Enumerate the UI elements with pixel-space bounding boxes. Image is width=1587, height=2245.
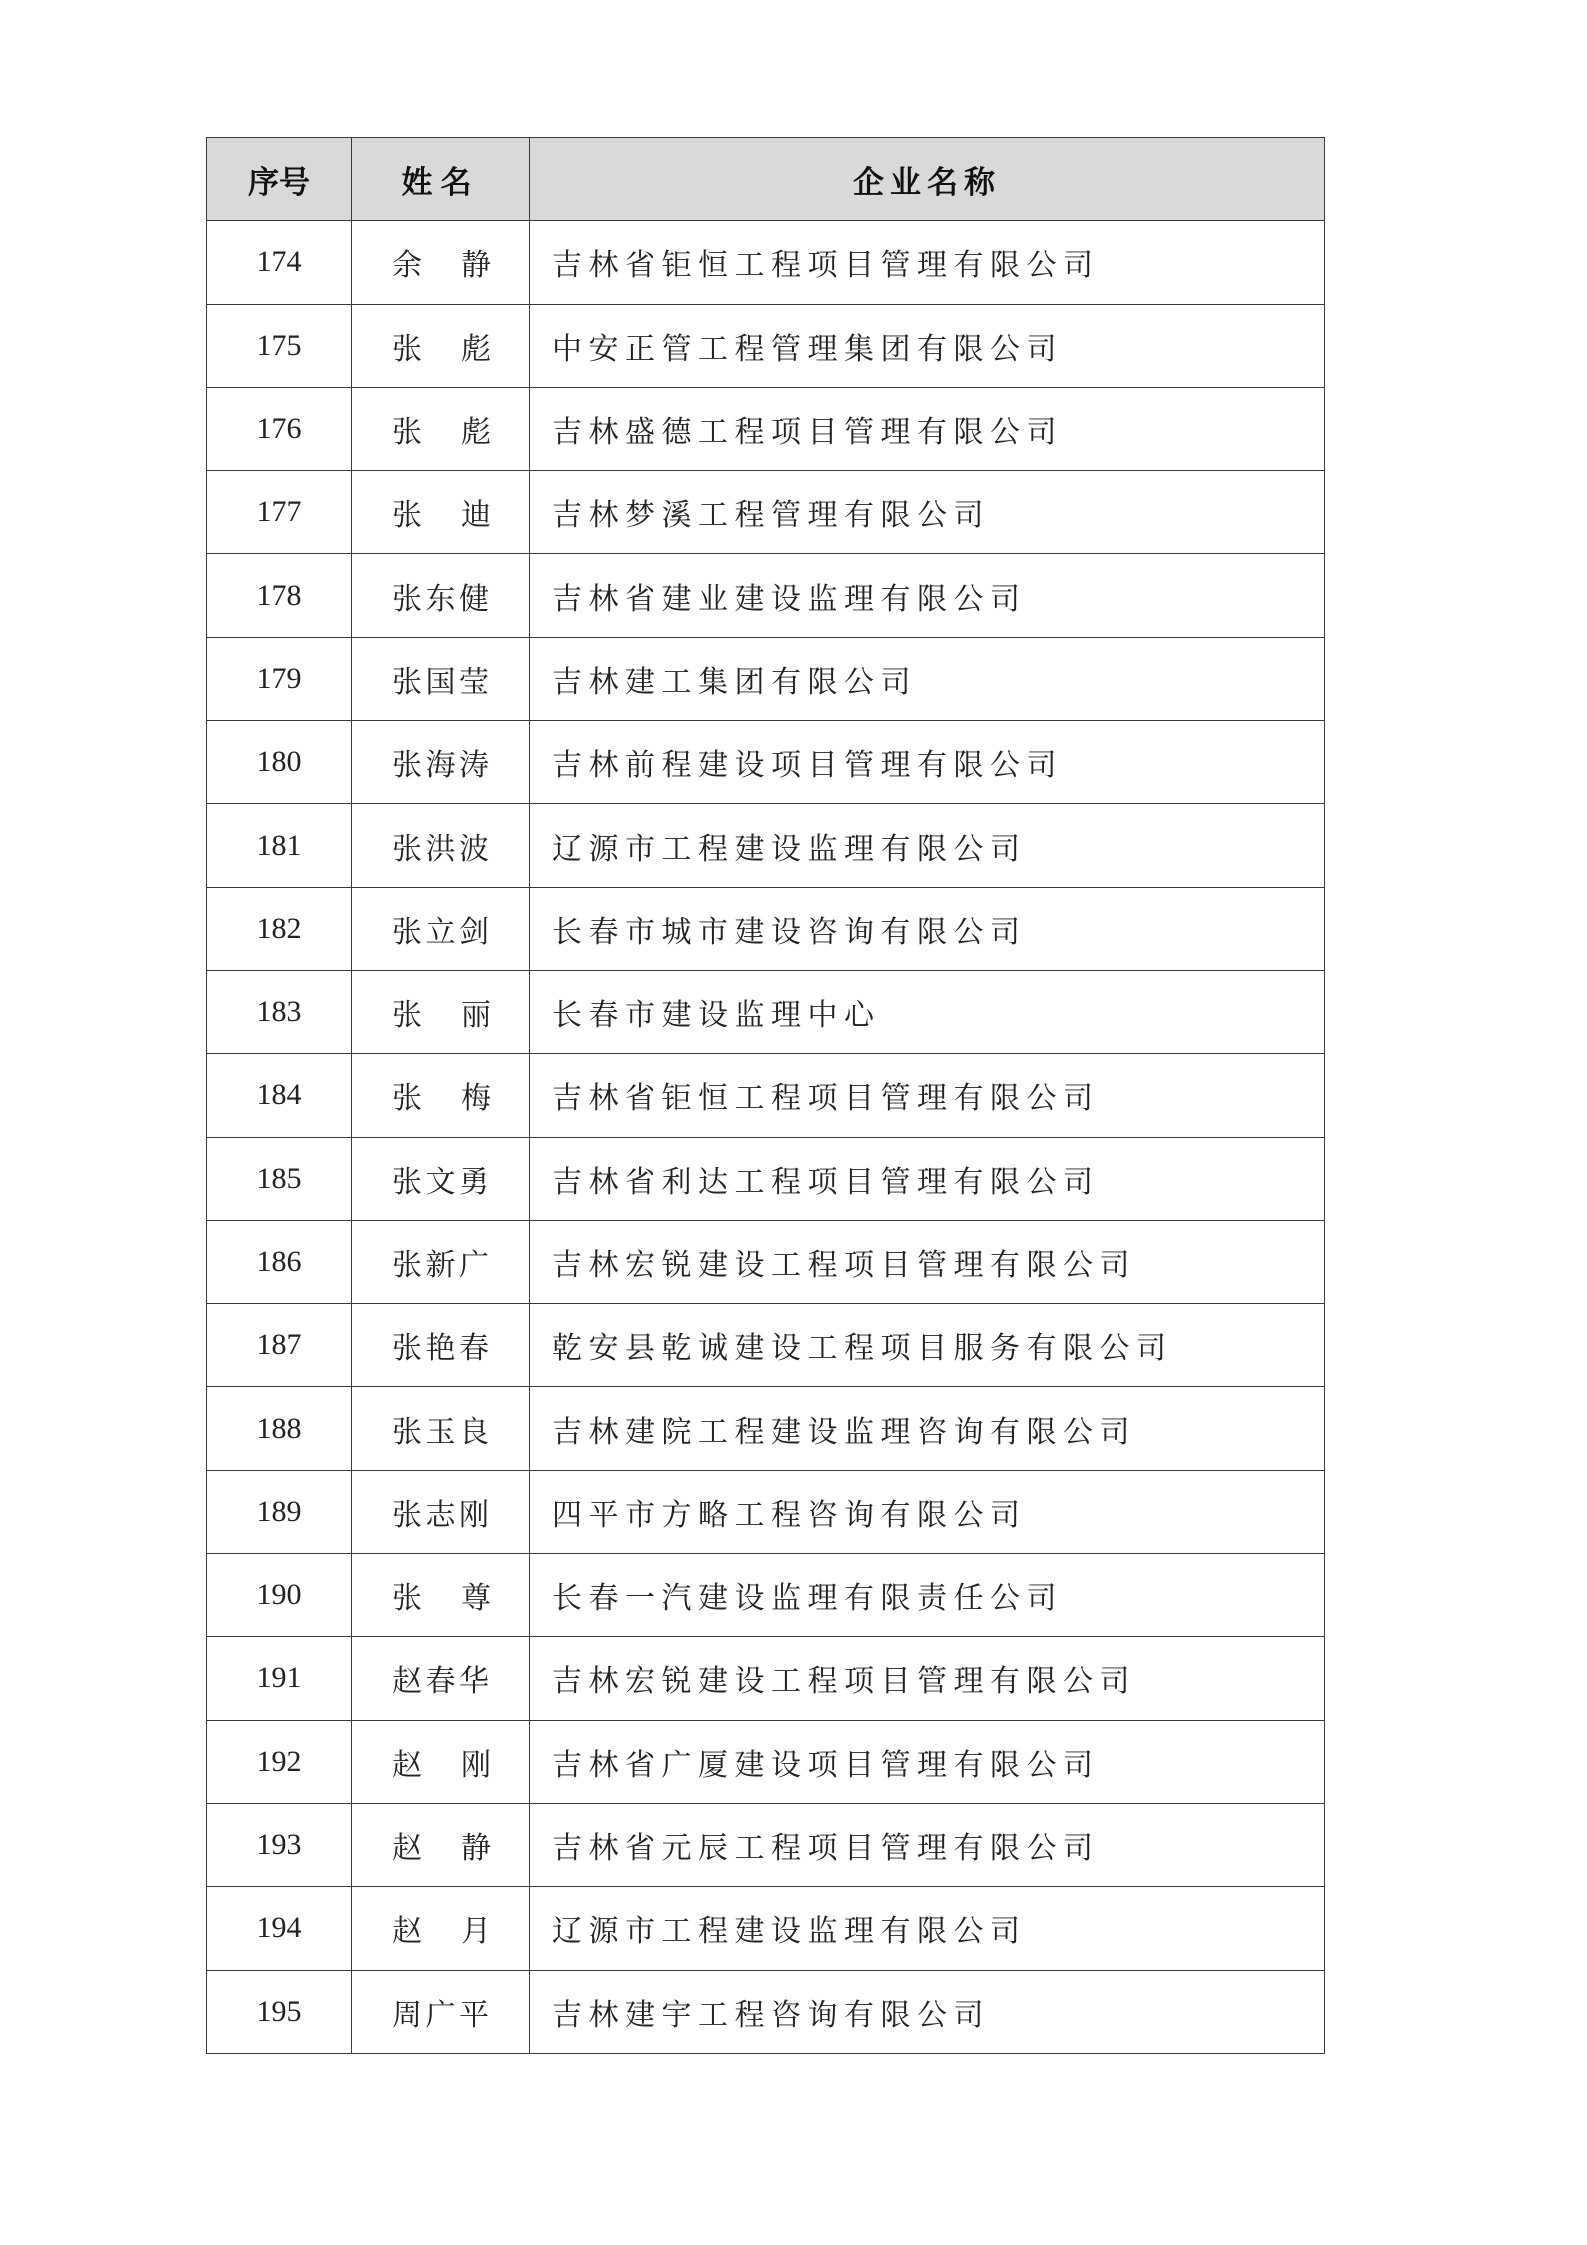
person-name-cell: 张玉良 bbox=[352, 1387, 530, 1470]
table-row bbox=[207, 1970, 1325, 2053]
table-row bbox=[207, 1887, 1325, 1970]
roster-table bbox=[206, 137, 1325, 2054]
company-name-cell: 吉林省广厦建设项目管理有限公司 bbox=[530, 1720, 1325, 1803]
person-name-cell: 张新广 bbox=[352, 1220, 530, 1303]
serial-number-cell: 179 bbox=[207, 637, 352, 720]
table-header bbox=[207, 138, 1325, 221]
company-name-cell: 四平市方略工程咨询有限公司 bbox=[530, 1470, 1325, 1553]
table-body bbox=[207, 221, 1325, 2054]
company-name-cell: 吉林盛德工程项目管理有限公司 bbox=[530, 387, 1325, 470]
serial-number-cell: 180 bbox=[207, 721, 352, 804]
person-name-cell: 张 尊 bbox=[352, 1554, 530, 1637]
company-name-cell: 吉林建工集团有限公司 bbox=[530, 637, 1325, 720]
serial-number-cell: 191 bbox=[207, 1637, 352, 1720]
serial-number-cell: 174 bbox=[207, 221, 352, 304]
company-name-cell: 吉林建宇工程咨询有限公司 bbox=[530, 1970, 1325, 2053]
table-row bbox=[207, 887, 1325, 970]
serial-number-cell: 184 bbox=[207, 1054, 352, 1137]
company-name-cell: 吉林前程建设项目管理有限公司 bbox=[530, 721, 1325, 804]
serial-number-cell: 176 bbox=[207, 387, 352, 470]
table-row bbox=[207, 1637, 1325, 1720]
person-name-cell: 张立剑 bbox=[352, 887, 530, 970]
table-row bbox=[207, 1220, 1325, 1303]
company-name-cell: 长春市建设监理中心 bbox=[530, 970, 1325, 1053]
company-name-cell: 中安正管工程管理集团有限公司 bbox=[530, 304, 1325, 387]
table-row bbox=[207, 387, 1325, 470]
serial-number-cell: 192 bbox=[207, 1720, 352, 1803]
person-name-cell: 赵 静 bbox=[352, 1803, 530, 1886]
table-row bbox=[207, 1554, 1325, 1637]
table-row bbox=[207, 304, 1325, 387]
person-name-cell: 张 迪 bbox=[352, 471, 530, 554]
serial-number-cell: 195 bbox=[207, 1970, 352, 2053]
person-name-cell: 张文勇 bbox=[352, 1137, 530, 1220]
person-name-cell: 赵春华 bbox=[352, 1637, 530, 1720]
table-row bbox=[207, 721, 1325, 804]
table-row bbox=[207, 970, 1325, 1053]
header-serial-number: 序号 bbox=[207, 138, 352, 221]
serial-number-cell: 183 bbox=[207, 970, 352, 1053]
company-name-cell: 辽源市工程建设监理有限公司 bbox=[530, 1887, 1325, 1970]
serial-number-cell: 182 bbox=[207, 887, 352, 970]
serial-number-cell: 194 bbox=[207, 1887, 352, 1970]
serial-number-cell: 186 bbox=[207, 1220, 352, 1303]
table-row bbox=[207, 1387, 1325, 1470]
table-row bbox=[207, 221, 1325, 304]
person-name-cell: 张 彪 bbox=[352, 387, 530, 470]
table-row bbox=[207, 1470, 1325, 1553]
company-name-cell: 吉林梦溪工程管理有限公司 bbox=[530, 471, 1325, 554]
person-name-cell: 张 彪 bbox=[352, 304, 530, 387]
company-name-cell: 吉林省钜恒工程项目管理有限公司 bbox=[530, 1054, 1325, 1137]
person-name-cell: 周广平 bbox=[352, 1970, 530, 2053]
table-row bbox=[207, 804, 1325, 887]
table-row bbox=[207, 1137, 1325, 1220]
header-name: 姓名 bbox=[352, 138, 530, 221]
serial-number-cell: 178 bbox=[207, 554, 352, 637]
person-name-cell: 余 静 bbox=[352, 221, 530, 304]
company-name-cell: 吉林宏锐建设工程项目管理有限公司 bbox=[530, 1220, 1325, 1303]
serial-number-cell: 193 bbox=[207, 1803, 352, 1886]
header-company-name: 企业名称 bbox=[530, 138, 1325, 221]
header-row bbox=[207, 138, 1325, 221]
person-name-cell: 张东健 bbox=[352, 554, 530, 637]
company-name-cell: 吉林省元辰工程项目管理有限公司 bbox=[530, 1803, 1325, 1886]
person-name-cell: 赵 月 bbox=[352, 1887, 530, 1970]
serial-number-cell: 185 bbox=[207, 1137, 352, 1220]
company-name-cell: 乾安县乾诚建设工程项目服务有限公司 bbox=[530, 1304, 1325, 1387]
company-name-cell: 长春市城市建设咨询有限公司 bbox=[530, 887, 1325, 970]
serial-number-cell: 188 bbox=[207, 1387, 352, 1470]
serial-number-cell: 181 bbox=[207, 804, 352, 887]
serial-number-cell: 189 bbox=[207, 1470, 352, 1553]
person-name-cell: 赵 刚 bbox=[352, 1720, 530, 1803]
person-name-cell: 张国莹 bbox=[352, 637, 530, 720]
serial-number-cell: 187 bbox=[207, 1304, 352, 1387]
serial-number-cell: 177 bbox=[207, 471, 352, 554]
table-row bbox=[207, 1803, 1325, 1886]
serial-number-cell: 175 bbox=[207, 304, 352, 387]
company-name-cell: 吉林省建业建设监理有限公司 bbox=[530, 554, 1325, 637]
table-row bbox=[207, 1054, 1325, 1137]
company-name-cell: 吉林省利达工程项目管理有限公司 bbox=[530, 1137, 1325, 1220]
person-name-cell: 张海涛 bbox=[352, 721, 530, 804]
company-name-cell: 吉林宏锐建设工程项目管理有限公司 bbox=[530, 1637, 1325, 1720]
table-row bbox=[207, 1720, 1325, 1803]
table-row bbox=[207, 1304, 1325, 1387]
company-name-cell: 辽源市工程建设监理有限公司 bbox=[530, 804, 1325, 887]
person-name-cell: 张 梅 bbox=[352, 1054, 530, 1137]
person-name-cell: 张洪波 bbox=[352, 804, 530, 887]
serial-number-cell: 190 bbox=[207, 1554, 352, 1637]
table-row bbox=[207, 554, 1325, 637]
table-row bbox=[207, 637, 1325, 720]
person-name-cell: 张志刚 bbox=[352, 1470, 530, 1553]
company-name-cell: 吉林建院工程建设监理咨询有限公司 bbox=[530, 1387, 1325, 1470]
person-name-cell: 张 丽 bbox=[352, 970, 530, 1053]
company-name-cell: 吉林省钜恒工程项目管理有限公司 bbox=[530, 221, 1325, 304]
person-name-cell: 张艳春 bbox=[352, 1304, 530, 1387]
company-name-cell: 长春一汽建设监理有限责任公司 bbox=[530, 1554, 1325, 1637]
table-row bbox=[207, 471, 1325, 554]
